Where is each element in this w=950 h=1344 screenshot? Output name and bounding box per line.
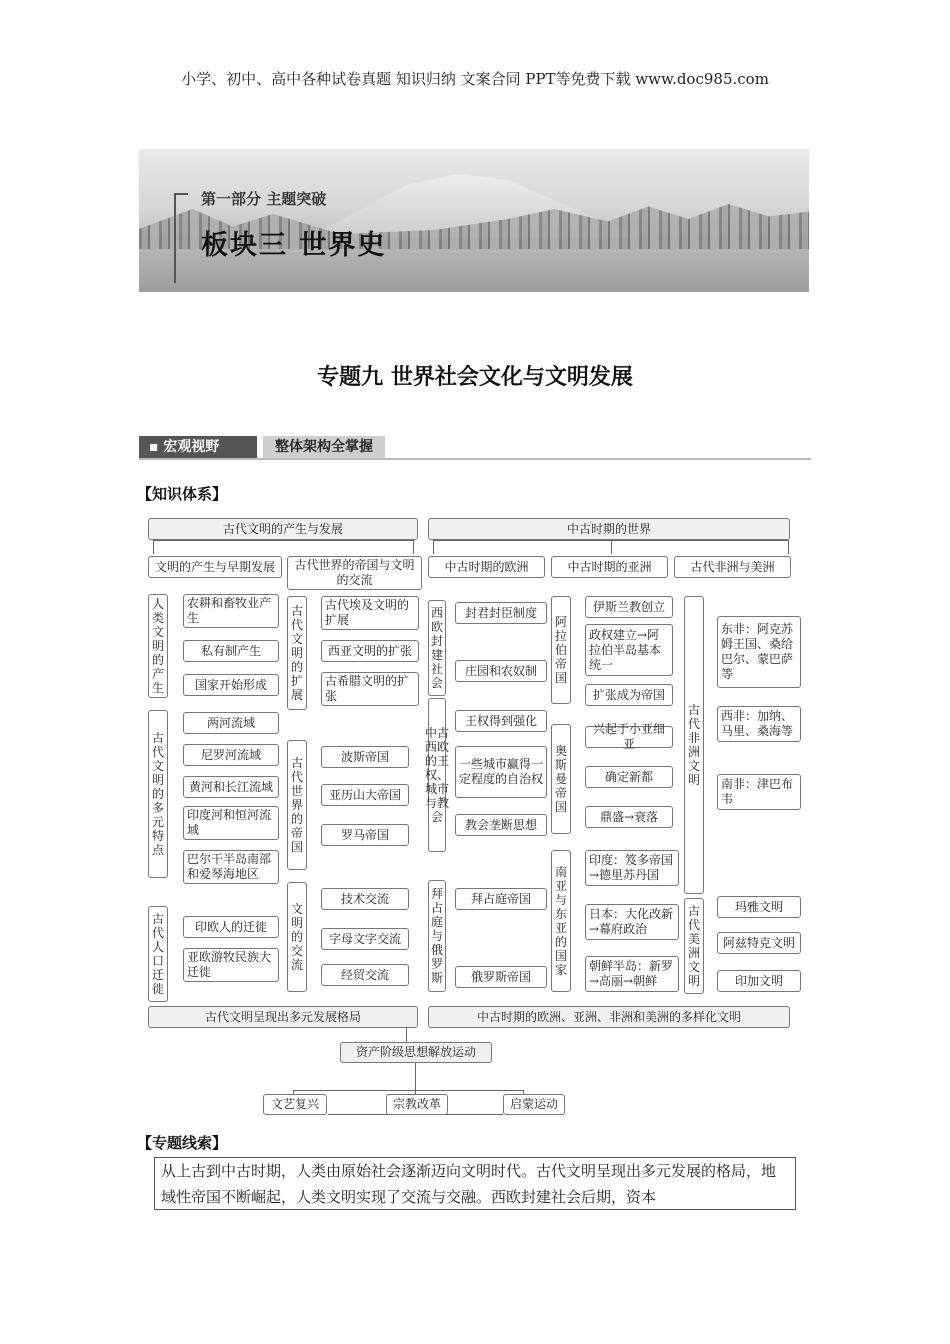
exchange-item: 字母文字交流 bbox=[321, 928, 409, 950]
banner-bracket-tick bbox=[174, 193, 188, 195]
ancient-civ-header: 古代文明的产生与发展 bbox=[148, 518, 418, 540]
empire-item: 波斯帝国 bbox=[321, 746, 409, 768]
connector-line bbox=[413, 540, 414, 554]
ottoman-item: 鼎盛→衰落 bbox=[585, 806, 673, 828]
southasia-item: 日本：大化改新→幕府政治 bbox=[585, 904, 679, 940]
connector-line bbox=[153, 540, 413, 541]
banner-title: 板块三 世界史 bbox=[201, 230, 387, 261]
section-bar-light: 整体架构全掌握 bbox=[263, 436, 385, 458]
knowledge-diagram bbox=[143, 512, 803, 1122]
reformation-box: 宗教改革 bbox=[386, 1094, 448, 1115]
summary-box: 从上古到中古时期，人类由原始社会逐渐迈向文明时代。古代文明呈现出多元发展的格局，地域性帝国不断崛起，人类文明实现了交流与交融。西欧封建社会后期，资本 bbox=[154, 1157, 796, 1210]
feudal-item: 封君封臣制度 bbox=[455, 602, 547, 624]
connector-line bbox=[433, 540, 434, 554]
diverse-item: 黄河和长江流域 bbox=[183, 776, 279, 798]
group-exchange: 文明的交流 bbox=[287, 882, 307, 992]
diverse-item: 尼罗河流域 bbox=[183, 744, 279, 766]
arab-item: 伊斯兰教创立 bbox=[585, 596, 673, 618]
group-empire: 古代世界的帝国 bbox=[287, 740, 307, 870]
col-asia-header: 中古时期的亚洲 bbox=[551, 556, 668, 578]
knowledge-label: 【知识体系】 bbox=[137, 485, 228, 503]
african-item: 东非：阿克苏姆王国、桑给巴尔、蒙巴萨等 bbox=[717, 616, 801, 688]
kingship-item: 王权得到强化 bbox=[455, 710, 547, 732]
group-origin: 人类文明的产生 bbox=[148, 594, 168, 698]
group-kingship: 中古西欧的王权、城市与教会 bbox=[428, 698, 446, 852]
diverse-item: 印度河和恒河流域 bbox=[183, 806, 279, 840]
connector-line bbox=[611, 540, 612, 554]
banner-subtitle: 第一部分 主题突破 bbox=[201, 190, 327, 208]
medieval-world-header: 中古时期的世界 bbox=[428, 518, 790, 540]
section-bar-dark: ▪ 宏观视野 bbox=[139, 436, 257, 458]
exchange-item: 技术交流 bbox=[321, 888, 409, 910]
connector-line bbox=[328, 1114, 388, 1115]
empire-item: 罗马帝国 bbox=[321, 824, 409, 846]
section-bar-dark-label: 宏观视野 bbox=[163, 439, 220, 455]
group-southasia: 南亚与东亚的国家 bbox=[551, 850, 571, 992]
migration-item: 印欧人的迁徙 bbox=[183, 916, 279, 938]
origin-item: 私有制产生 bbox=[183, 640, 279, 662]
byz-item: 俄罗斯帝国 bbox=[455, 966, 547, 988]
group-african: 古代非洲文明 bbox=[684, 596, 704, 894]
banner-bracket-line bbox=[174, 193, 176, 283]
byz-item: 拜占庭帝国 bbox=[455, 888, 547, 910]
expand-item: 西亚文明的扩张 bbox=[321, 640, 419, 662]
african-item: 西非：加纳、马里、桑海等 bbox=[717, 706, 801, 742]
connector-line bbox=[293, 1090, 523, 1091]
bourgeois-movement: 资产阶级思想解放运动 bbox=[340, 1042, 492, 1063]
connector-line bbox=[443, 1114, 503, 1115]
african-item: 南非：津巴布韦 bbox=[717, 774, 801, 810]
ottoman-item: 兴起于小亚细亚 bbox=[585, 726, 673, 748]
diverse-item: 巴尔干半岛南部和爱琴海地区 bbox=[183, 850, 279, 884]
group-feudal: 西欧封建社会 bbox=[428, 600, 446, 696]
american-item: 印加文明 bbox=[717, 970, 801, 992]
ancient-summary: 古代文明呈现出多元发展格局 bbox=[148, 1006, 418, 1028]
diverse-item: 两河流域 bbox=[183, 712, 279, 734]
section-bar bbox=[139, 436, 811, 460]
arab-item: 政权建立→阿拉伯半岛基本统一 bbox=[585, 624, 673, 676]
feudal-item: 庄园和农奴制 bbox=[455, 660, 547, 682]
renaissance-box: 文艺复兴 bbox=[263, 1094, 327, 1115]
origin-item: 国家开始形成 bbox=[183, 674, 279, 696]
clue-label: 【专题线索】 bbox=[137, 1134, 228, 1152]
connector-line bbox=[415, 1063, 416, 1090]
american-item: 玛雅文明 bbox=[717, 896, 801, 918]
southasia-item: 印度：笈多帝国→德里苏丹国 bbox=[585, 850, 679, 886]
connector-line bbox=[153, 540, 154, 554]
southasia-item: 朝鲜半岛：新罗→高丽→朝鲜 bbox=[585, 956, 679, 992]
group-american: 古代美洲文明 bbox=[684, 898, 704, 994]
origin-item: 农耕和畜牧业产生 bbox=[183, 594, 279, 628]
col-origin-header: 文明的产生与早期发展 bbox=[148, 556, 282, 578]
connector-line bbox=[788, 540, 789, 554]
col-africa-header: 古代非洲与美洲 bbox=[674, 556, 791, 578]
section-banner bbox=[139, 149, 809, 292]
kingship-item: 一些城市赢得一定程度的自治权 bbox=[455, 746, 547, 798]
header-promo-line: 小学、初中、高中各种试卷真题 知识归纳 文案合同 PPT等免费下载 www.doc985.com bbox=[181, 70, 769, 88]
american-item: 阿兹特克文明 bbox=[717, 932, 801, 954]
topic-title: 专题九 世界社会文化与文明发展 bbox=[317, 365, 633, 390]
col-europe-header: 中古时期的欧洲 bbox=[428, 556, 545, 578]
group-arab: 阿拉伯帝国 bbox=[551, 596, 571, 704]
expand-item: 古希腊文明的扩张 bbox=[321, 672, 419, 706]
ottoman-item: 确定新都 bbox=[585, 766, 673, 788]
group-ottoman: 奥斯曼帝国 bbox=[551, 724, 571, 834]
exchange-item: 经贸交流 bbox=[321, 964, 409, 986]
medieval-summary: 中古时期的欧洲、亚洲、非洲和美洲的多样化文明 bbox=[428, 1006, 790, 1028]
col-empire-header: 古代世界的帝国与文明的交流 bbox=[287, 556, 422, 590]
kingship-item: 教会垄断思想 bbox=[455, 814, 547, 836]
expand-item: 古代埃及文明的扩展 bbox=[321, 596, 419, 630]
group-byzantium: 拜占庭与俄罗斯 bbox=[428, 880, 446, 992]
migration-item: 亚欧游牧民族大迁徙 bbox=[183, 948, 279, 982]
enlightenment-box: 启蒙运动 bbox=[503, 1094, 565, 1115]
arab-item: 扩张成为帝国 bbox=[585, 684, 673, 706]
group-expand: 古代文明的扩展 bbox=[287, 596, 307, 710]
empire-item: 亚历山大帝国 bbox=[321, 784, 409, 806]
group-migration: 古代人口迁徙 bbox=[148, 906, 168, 1002]
group-diverse: 古代文明的多元特点 bbox=[148, 710, 168, 878]
